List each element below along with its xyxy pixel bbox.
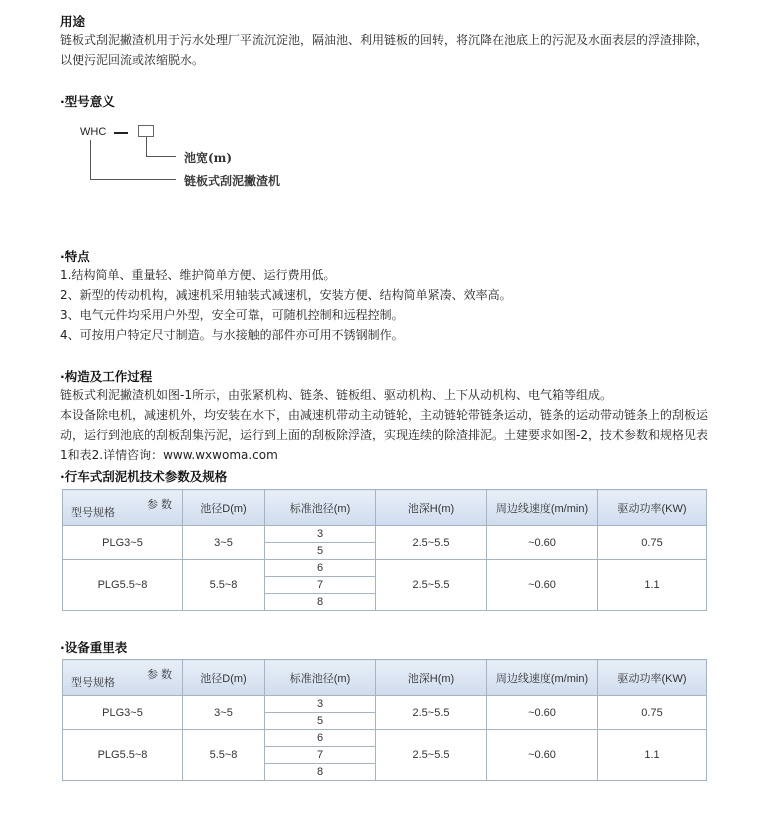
connector-line — [146, 156, 176, 157]
usage-line: 以便污泥回流或浓缩脱水。 — [60, 53, 205, 67]
cell-pool-diameter: 5.5~8 — [183, 730, 265, 781]
weight-table — [62, 659, 707, 781]
model-dash — [114, 132, 128, 134]
construction-line: 链板式利泥撇渣机如图-1所示，由张紧机构、链条、链板组、驱动机构、上下从动机构、电气箱等组成。 — [60, 388, 612, 402]
model-title: ·型号意义 — [60, 94, 115, 109]
cell-depth: 2.5~5.5 — [376, 560, 487, 611]
cell-power: 1.1 — [598, 560, 707, 611]
header-pool-diameter: 池径D(m) — [183, 660, 265, 696]
feature-item: 4、可按用户特定尺寸制造。与水接触的部件亦可用不锈钢制作。 — [60, 328, 404, 342]
table-row — [63, 696, 707, 713]
usage-paragraph — [60, 30, 720, 70]
header-depth: 池深H(m) — [376, 660, 487, 696]
cell-depth: 2.5~5.5 — [376, 526, 487, 560]
cell-speed: ~0.60 — [487, 730, 598, 781]
cell-pool-diameter: 5.5~8 — [183, 560, 265, 611]
connector-line — [90, 179, 176, 180]
table1-title: ·行车式刮泥机技术参数及规格 — [60, 469, 228, 484]
header-model: 型号规格 — [71, 677, 115, 689]
cell-standard-diameter: 5 — [265, 713, 376, 730]
header-depth: 池深H(m) — [376, 490, 487, 526]
spec-table — [62, 489, 707, 611]
cell-pool-diameter: 3~5 — [183, 696, 265, 730]
construction-title: ·构造及工作过程 — [60, 369, 153, 384]
cell-standard-diameter: 7 — [265, 577, 376, 594]
cell-depth: 2.5~5.5 — [376, 696, 487, 730]
features-title: ·特点 — [60, 249, 90, 264]
cell-standard-diameter: 6 — [265, 730, 376, 747]
cell-depth: 2.5~5.5 — [376, 730, 487, 781]
table-row — [63, 526, 707, 543]
cell-power: 0.75 — [598, 696, 707, 730]
construction-line: 动，运行到池底的刮板刮集污泥，运行到上面的刮板除浮渣，实现连续的除渣排泥。土建要求如图-2，技术参数和规格见表 — [60, 428, 708, 442]
table-row — [63, 560, 707, 577]
model-code: WHC — [80, 126, 107, 138]
header-model-param — [63, 660, 183, 696]
header-model: 型号规格 — [71, 507, 115, 519]
cell-standard-diameter: 7 — [265, 747, 376, 764]
header-param: 参 数 — [146, 669, 172, 681]
header-power: 驱动功率(KW) — [598, 490, 707, 526]
cell-power: 1.1 — [598, 730, 707, 781]
width-label: 池宽(m) — [184, 151, 233, 165]
feature-item: 3、电气元件均采用户外型，安全可靠，可随机控制和远程控制。 — [60, 308, 404, 322]
construction-paragraph — [60, 385, 720, 465]
cell-model: PLG5.5~8 — [63, 560, 183, 611]
header-power: 驱动功率(KW) — [598, 660, 707, 696]
cell-standard-diameter: 8 — [265, 764, 376, 781]
cell-speed: ~0.60 — [487, 526, 598, 560]
cell-pool-diameter: 3~5 — [183, 526, 265, 560]
cell-standard-diameter: 3 — [265, 696, 376, 713]
cell-standard-diameter: 8 — [265, 594, 376, 611]
cell-speed: ~0.60 — [487, 696, 598, 730]
model-width-box — [138, 125, 154, 137]
header-speed: 周边线速度(m/min) — [487, 660, 598, 696]
construction-line: 本设备除电机，减速机外，均安装在水下，由减速机带动主动链轮，主动链轮带链条运动，链条的运动带动链条上的刮板运 — [60, 408, 709, 422]
cell-model: PLG3~5 — [63, 696, 183, 730]
cell-speed: ~0.60 — [487, 560, 598, 611]
header-param: 参 数 — [146, 499, 172, 511]
cell-standard-diameter: 5 — [265, 543, 376, 560]
table2-title: ·设备重里表 — [60, 640, 128, 655]
cell-standard-diameter: 3 — [265, 526, 376, 543]
table-row — [63, 730, 707, 747]
cell-model: PLG3~5 — [63, 526, 183, 560]
connector-line — [90, 140, 91, 180]
cell-model: PLG5.5~8 — [63, 730, 183, 781]
header-standard-diameter: 标准池径(m) — [265, 490, 376, 526]
feature-item: 1.结构简单、重量轻、维护简单方便、运行费用低。 — [60, 268, 336, 282]
usage-line: 链板式刮泥撇渣机用于污水处理厂平流沉淀池，隔油池、利用链板的回转，将沉降在池底上的污泥及水面表层的浮渣排除， — [60, 33, 709, 47]
construction-line: 1和表2.详情咨询：www.wxwoma.com — [60, 448, 278, 462]
usage-title: 用途 — [60, 14, 86, 29]
cell-power: 0.75 — [598, 526, 707, 560]
feature-item: 2、新型的传动机构，减速机采用轴装式减速机，安装方便、结构简单紧凑、效率高。 — [60, 288, 512, 302]
connector-line — [146, 137, 147, 157]
header-speed: 周边线速度(m/min) — [487, 490, 598, 526]
header-standard-diameter: 标准池径(m) — [265, 660, 376, 696]
name-label: 链板式刮泥撇渣机 — [184, 174, 281, 188]
cell-standard-diameter: 6 — [265, 560, 376, 577]
features-list — [60, 265, 720, 345]
header-model-param — [63, 490, 183, 526]
header-pool-diameter: 池径D(m) — [183, 490, 265, 526]
model-diagram — [60, 118, 310, 204]
table-header-row — [63, 490, 707, 526]
table-header-row — [63, 660, 707, 696]
